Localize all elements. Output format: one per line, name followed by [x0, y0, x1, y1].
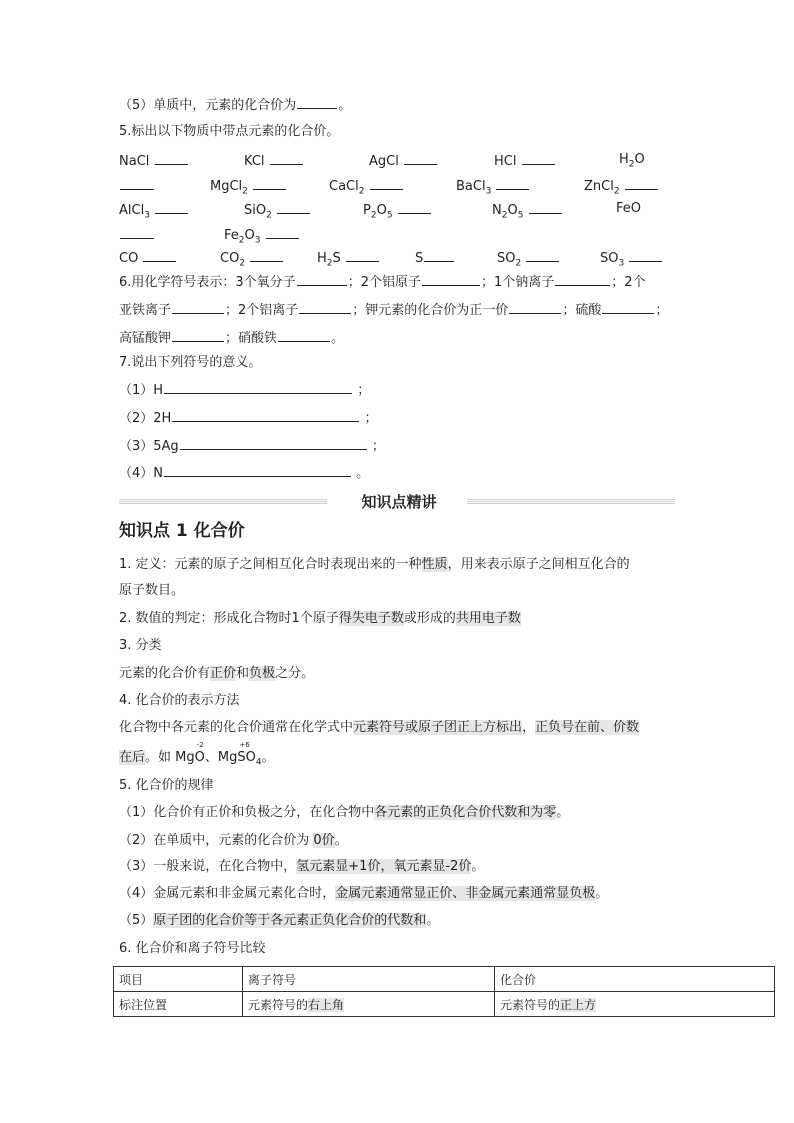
answer-blank[interactable]	[164, 463, 351, 477]
answer-blank[interactable]	[496, 176, 529, 190]
answer-blank[interactable]	[164, 380, 352, 394]
rule-item: （4）金属元素和非金属元素化合时，金属元素通常显正价、非金属元素通常显负极。	[119, 886, 609, 901]
formula: $P_2O_5$	[363, 203, 393, 221]
answer-blank[interactable]	[172, 328, 224, 342]
table-header-cell: 项目	[114, 967, 243, 992]
formula: CaCl$_2$	[329, 179, 365, 197]
formula: FeO	[616, 201, 641, 216]
comparison-title: 6. 化合价和离子符号比较	[119, 941, 266, 956]
representation-line-1: 化合物中各元素的化合价通常在化学式中元素符号或原子团正上方标出，正负号在前、价数	[119, 720, 640, 735]
exercise-q7-item: （3）5Ag ；	[119, 436, 385, 456]
answer-blank[interactable]	[424, 248, 454, 262]
comparison-table	[113, 966, 775, 1017]
answer-blank[interactable]	[526, 248, 559, 262]
knowledge-point-title: 知识点 1 化合价	[119, 521, 245, 541]
answer-blank[interactable]	[172, 300, 224, 314]
table-row	[114, 967, 775, 992]
formula: HCl	[494, 154, 517, 169]
table-cell: 标注位置	[114, 992, 243, 1017]
answer-blank[interactable]	[278, 328, 330, 342]
definition-line-2: 原子数目。	[119, 583, 185, 598]
answer-blank[interactable]	[422, 272, 480, 286]
table-header-cell: 化合价	[495, 967, 775, 992]
exercise-q7-item: （2）2H ；	[119, 408, 377, 428]
answer-blank[interactable]	[155, 200, 188, 214]
answer-blank[interactable]	[120, 225, 154, 239]
exercise-q7-title: 7.说出下列符号的意义。	[119, 355, 262, 370]
answer-blank[interactable]	[266, 225, 299, 239]
answer-blank[interactable]	[277, 200, 310, 214]
rule-item: （2）在单质中，元素的化合价为 0价。	[119, 833, 348, 848]
section-heading	[119, 492, 675, 512]
rules-title: 5. 化合价的规律	[119, 778, 214, 793]
answer-blank[interactable]	[555, 272, 610, 286]
exercise-q7-item: （1）H ；	[119, 380, 370, 400]
formula: $SO_3$	[600, 251, 625, 269]
answer-blank[interactable]	[250, 248, 283, 262]
formula: $CO_2$	[220, 251, 246, 269]
formula: NaCl	[119, 154, 150, 169]
divider	[467, 499, 675, 505]
answer-blank[interactable]	[398, 200, 431, 214]
formula: $Fe_2O_3$	[224, 228, 261, 246]
formula: AgCl	[369, 154, 399, 169]
answer-blank[interactable]	[629, 248, 662, 262]
exercise-q5-title: 5.标出以下物质中带点元素的化合价。	[119, 124, 340, 139]
answer-blank[interactable]	[529, 200, 562, 214]
answer-blank[interactable]	[297, 95, 337, 109]
answer-blank[interactable]	[522, 151, 555, 165]
answer-blank[interactable]	[509, 300, 561, 314]
formula: SiO$_2$	[244, 203, 272, 221]
exercise-q6-line-1: 6.用化学符号表示：3个氧分子 ；2个铝原子 ；1个钠离子 ；2个	[119, 272, 646, 292]
answer-blank[interactable]	[404, 151, 437, 165]
answer-blank[interactable]	[370, 176, 403, 190]
answer-blank[interactable]	[625, 176, 658, 190]
answer-blank[interactable]	[172, 408, 359, 422]
classification-title: 3. 分类	[119, 638, 162, 653]
formula: $H_2S$	[317, 251, 341, 269]
answer-blank[interactable]	[602, 300, 654, 314]
formula: MgCl$_2$	[210, 179, 248, 197]
representation-title: 4. 化合价的表示方法	[119, 693, 240, 708]
formula: $SO_2$	[497, 251, 522, 269]
representation-line-2: 在后。如 MgO -2 、MgS +6 $O_4$。	[119, 741, 275, 768]
answer-blank[interactable]	[143, 248, 176, 262]
value-rule: 2. 数值的判定：形成化合物时1个原子得失电子数或形成的共用电子数	[119, 611, 521, 626]
answer-blank[interactable]	[120, 176, 154, 190]
formula: BaCl$_3$	[456, 179, 492, 197]
exercise-q7-item: （4）N 。	[119, 463, 369, 483]
formula: $H_2O$	[619, 152, 645, 170]
table-row	[114, 992, 775, 1017]
formula: ZnCl$_2$	[584, 179, 620, 197]
table-cell: 元素符号的右上角	[243, 992, 495, 1017]
rule-item: （1）化合价有正价和负极之分，在化合物中各元素的正负化合价代数和为零。	[119, 805, 570, 820]
answer-blank[interactable]	[253, 176, 286, 190]
exercise-q6-line-2: 亚铁离子 ；2个铝离子 ；钾元素的化合价为正一价 ；硫酸 ；	[119, 300, 668, 320]
formula: $N_2O_5$	[492, 203, 524, 221]
formula: CO	[119, 251, 139, 266]
rule-item: （5）原子团的化合价等于各元素正负化合价的代数和。	[119, 913, 440, 928]
answer-blank[interactable]	[180, 436, 367, 450]
section-title: 知识点精讲	[361, 493, 437, 511]
formula: AlCl$_3$	[119, 203, 150, 221]
exercise-q6-line-3: 高锰酸钾 ；硝酸铁 。	[119, 328, 344, 348]
formula: S	[415, 251, 424, 266]
exercise-q4-item5: （5）单质中，元素的化合价为 。	[119, 95, 351, 115]
answer-blank[interactable]	[155, 151, 188, 165]
formula: KCl	[244, 154, 265, 169]
table-cell: 元素符号的正上方	[495, 992, 775, 1017]
classification-text: 元素的化合价有正价和负极之分。	[119, 666, 315, 681]
table-header-cell: 离子符号	[243, 967, 495, 992]
answer-blank[interactable]	[299, 300, 351, 314]
answer-blank[interactable]	[346, 248, 379, 262]
answer-blank[interactable]	[270, 151, 303, 165]
definition-line-1: 1. 定义：元素的原子之间相互化合时表现出来的一种性质，用来表示原子之间相互化合的	[119, 557, 630, 572]
divider	[119, 499, 327, 505]
rule-item: （3）一般来说，在化合物中，氢元素显+1价，氧元素显-2价。	[119, 859, 485, 874]
answer-blank[interactable]	[297, 272, 347, 286]
